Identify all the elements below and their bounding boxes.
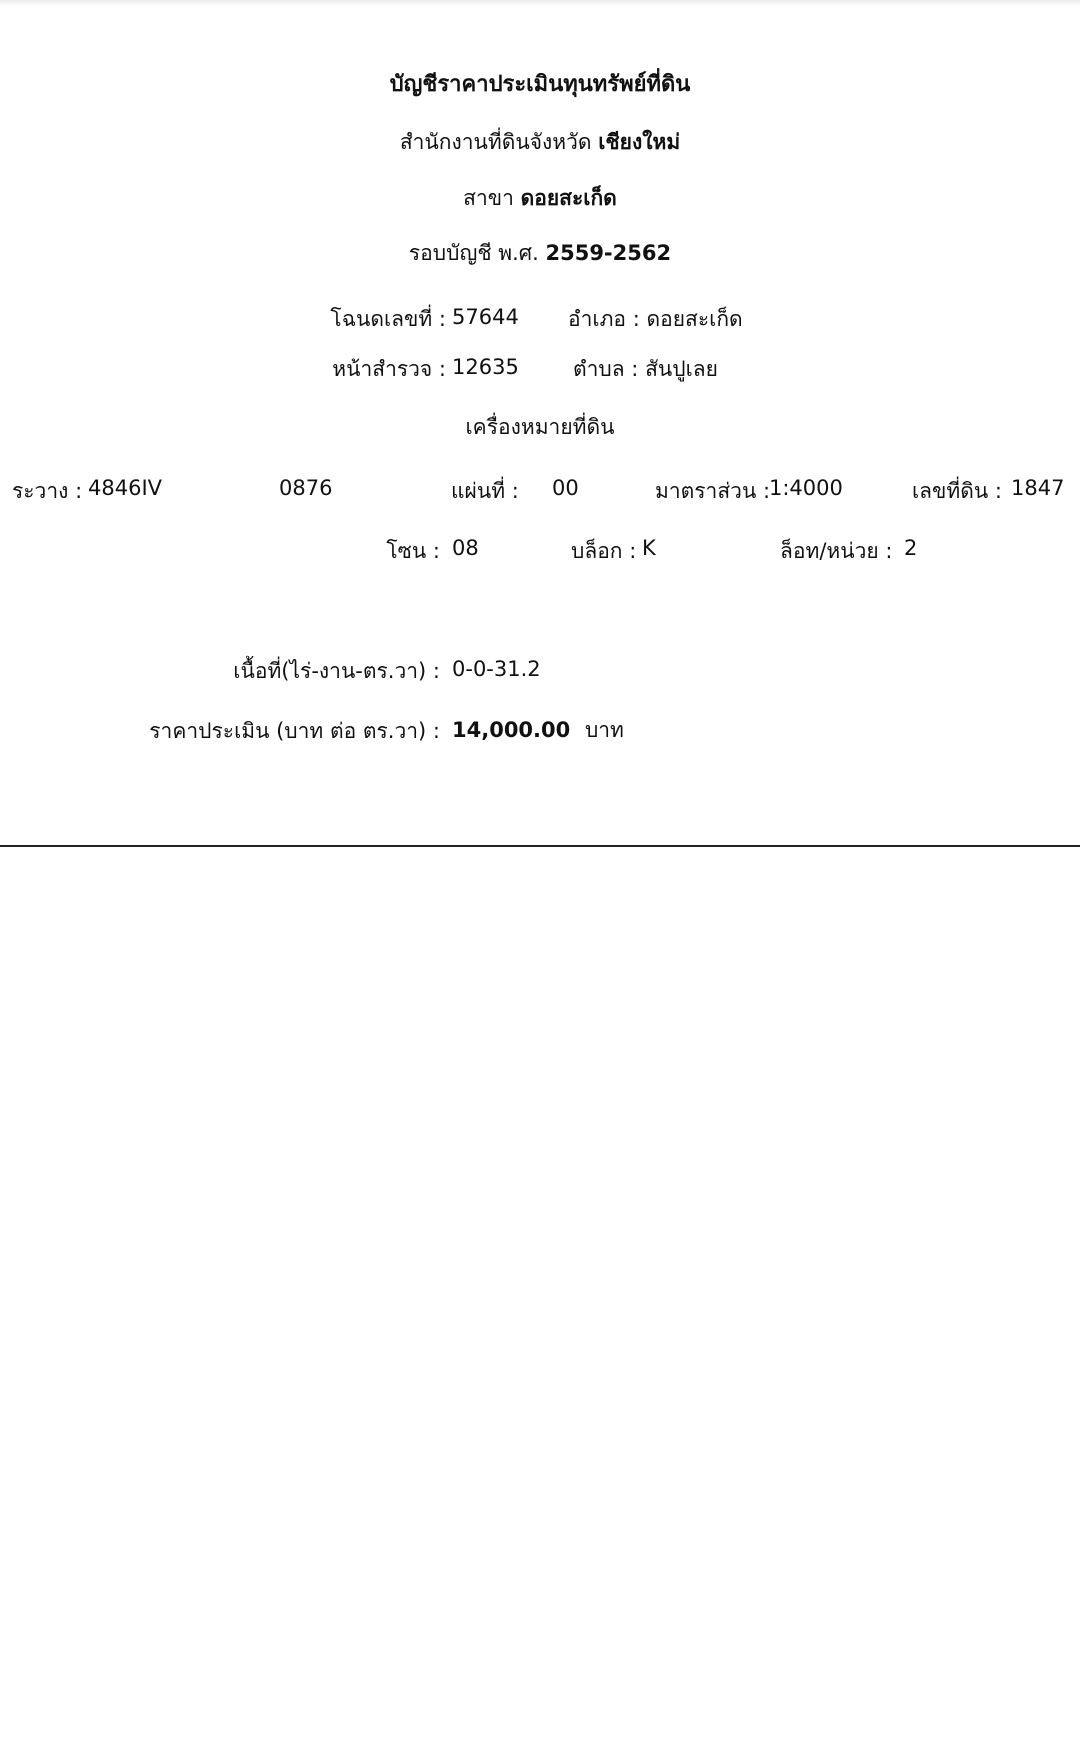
subdistrict-label: ตำบล : xyxy=(573,357,639,381)
zone-value: 08 xyxy=(452,536,479,560)
area-label: เนื้อที่(ไร่-งาน-ตร.วา) : xyxy=(233,659,440,683)
round-line xyxy=(0,238,1080,268)
land-mark-heading: เครื่องหมายที่ดิน xyxy=(465,415,615,439)
sheet-label: แผ่นที่ : xyxy=(451,479,519,503)
office-line xyxy=(0,127,1080,157)
survey-page-value: 12635 xyxy=(452,355,519,379)
lot-value: 2 xyxy=(904,536,918,560)
subdistrict-value: สันปูเลย xyxy=(645,357,718,381)
rawang-value-2: 0876 xyxy=(279,476,333,500)
round-value: 2559-2562 xyxy=(545,241,672,265)
document-title: บัญชีราคาประเมินทุนทรัพย์ที่ดิน xyxy=(389,72,691,97)
province-value: เชียงใหม่ xyxy=(598,130,681,154)
deed-no-label: โฉนดเลขที่ : xyxy=(330,307,446,331)
lot-label: ล็อท/หน่วย : xyxy=(780,539,893,563)
land-no-label: เลขที่ดิน : xyxy=(912,479,1002,503)
scale-value: 1:4000 xyxy=(769,476,843,500)
office-label: สำนักงานที่ดินจังหวัด xyxy=(399,130,592,154)
price-field xyxy=(452,715,624,745)
zone-label: โซน : xyxy=(386,539,440,563)
land-no-value: 1847 xyxy=(1011,476,1065,500)
rawang-value-1: 4846IV xyxy=(88,476,163,500)
block-label: บล็อก : xyxy=(571,539,637,563)
page-divider xyxy=(0,845,1080,847)
rawang-label: ระวาง : xyxy=(12,479,83,503)
survey-page-label: หน้าสำรวจ : xyxy=(332,357,446,381)
branch-line xyxy=(0,183,1080,213)
deed-no-value: 57644 xyxy=(452,305,519,329)
district-label: อำเภอ : xyxy=(568,307,640,331)
block-value: K xyxy=(642,536,656,560)
branch-value: ดอยสะเก็ด xyxy=(520,186,617,210)
area-value: 0-0-31.2 xyxy=(452,657,541,681)
subdistrict-field xyxy=(573,354,718,384)
sheet-value: 00 xyxy=(552,476,579,500)
district-value: ดอยสะเก็ด xyxy=(646,307,743,331)
price-value: 14,000.00 xyxy=(452,718,571,742)
branch-label: สาขา xyxy=(463,186,514,210)
price-label: ราคาประเมิน (บาท ต่อ ตร.วา) : xyxy=(149,719,440,743)
scale-label: มาตราส่วน : xyxy=(655,479,771,503)
round-label: รอบบัญชี พ.ศ. xyxy=(408,241,539,265)
top-edge xyxy=(0,0,1080,6)
district-field xyxy=(568,304,743,334)
currency-label: บาท xyxy=(584,718,624,742)
